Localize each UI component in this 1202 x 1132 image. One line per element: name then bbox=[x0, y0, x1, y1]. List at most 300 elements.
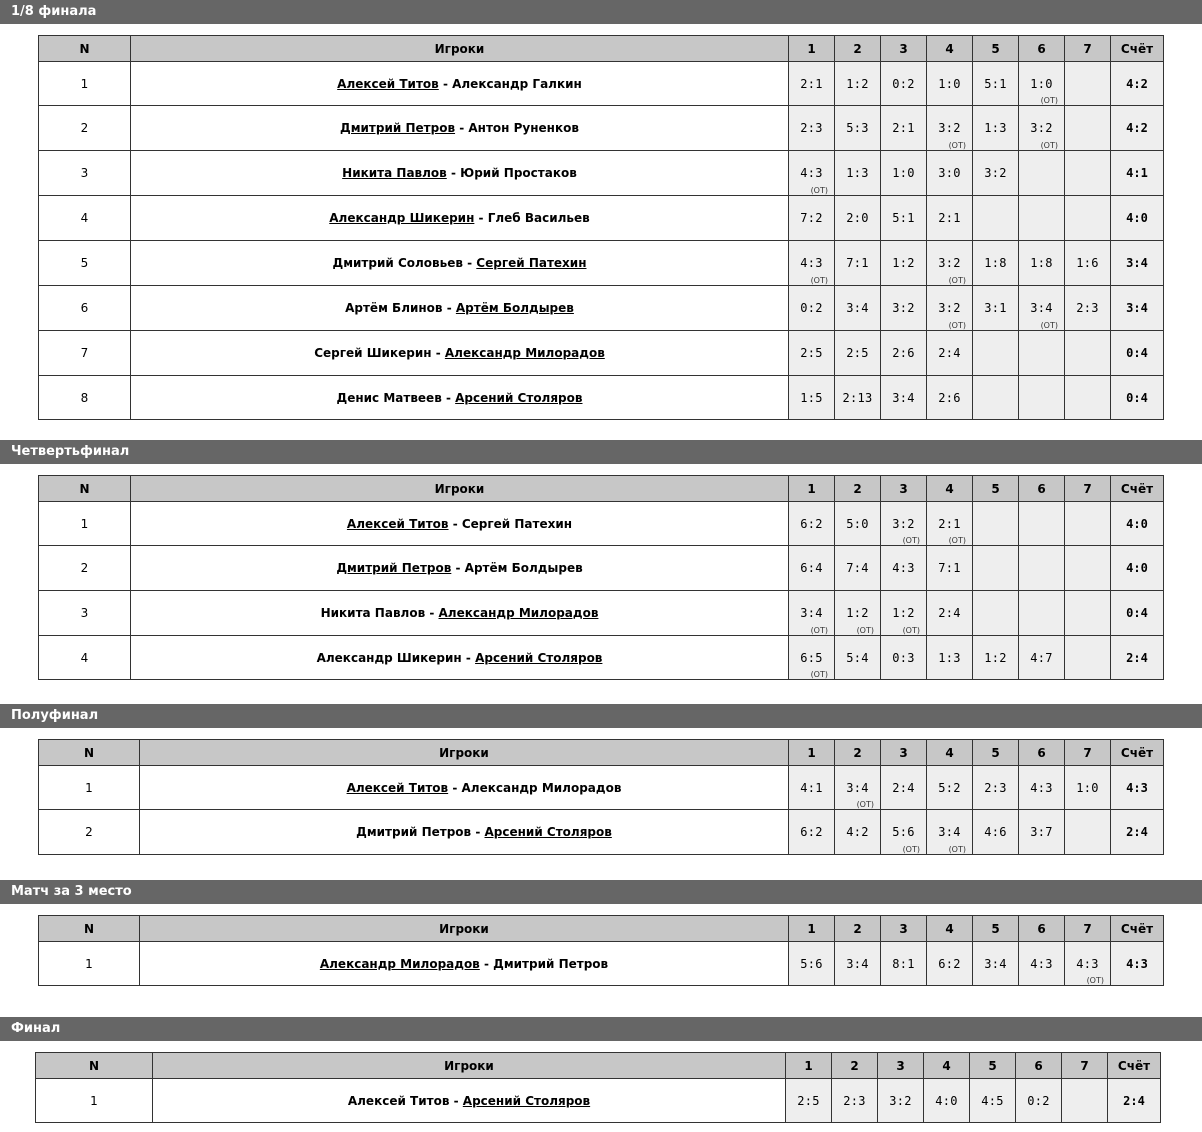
game-score-value: 3:0 bbox=[938, 166, 961, 180]
header-game-3: 3 bbox=[881, 476, 927, 502]
game-score-2 bbox=[835, 502, 881, 546]
match-players bbox=[131, 241, 789, 286]
game-score-3 bbox=[881, 151, 927, 196]
match-number: 3 bbox=[39, 151, 131, 196]
game-score-value: 3:4 bbox=[984, 956, 1007, 971]
game-score-value: 2:1 bbox=[938, 516, 961, 531]
player-1[interactable]: Дмитрий Соловьев bbox=[332, 256, 463, 270]
game-score-value: 2:3 bbox=[843, 1093, 866, 1108]
player-2[interactable]: Юрий Простаков bbox=[460, 166, 577, 180]
header-game-2: 2 bbox=[832, 1053, 878, 1079]
game-score-6 bbox=[1019, 331, 1065, 376]
player-2[interactable]: Дмитрий Петров bbox=[493, 956, 609, 971]
game-score-value: 5:0 bbox=[846, 516, 869, 531]
results-table bbox=[38, 475, 1164, 680]
match-number: 1 bbox=[39, 942, 140, 986]
game-score-1 bbox=[789, 546, 835, 591]
game-score-value: 2:3 bbox=[800, 121, 823, 135]
game-score-3 bbox=[881, 591, 927, 636]
game-score-value: 2:13 bbox=[842, 390, 873, 405]
game-score-value: 1:0 bbox=[938, 76, 961, 91]
game-score-7 bbox=[1065, 591, 1111, 636]
game-score-5 bbox=[973, 331, 1019, 376]
game-score-value: 1:6 bbox=[1076, 256, 1099, 270]
match-number: 7 bbox=[39, 331, 131, 376]
player-2[interactable]: Арсений Столяров bbox=[475, 650, 603, 665]
game-score-value: 3:2 bbox=[984, 166, 1007, 180]
game-score-6 bbox=[1019, 942, 1065, 986]
game-score-value: 3:2 bbox=[889, 1093, 912, 1108]
match-row bbox=[39, 766, 1164, 810]
header-players: Игроки bbox=[131, 476, 789, 502]
stage-title: Матч за 3 место bbox=[0, 880, 1202, 904]
game-score-value: 1:0 bbox=[1030, 76, 1053, 91]
header-game-4: 4 bbox=[927, 740, 973, 766]
player-1[interactable]: Алексей Титов bbox=[346, 516, 449, 531]
header-game-2: 2 bbox=[835, 916, 881, 942]
match-players bbox=[131, 331, 789, 376]
game-score-6 bbox=[1019, 376, 1065, 420]
game-score-value: 3:2 bbox=[892, 516, 915, 531]
table-header bbox=[39, 916, 1164, 942]
game-score-value: 6:4 bbox=[800, 561, 823, 575]
players-separator: - bbox=[479, 956, 494, 971]
game-score-value: 4:3 bbox=[1030, 956, 1053, 971]
player-1[interactable]: Александр Милорадов bbox=[319, 956, 480, 971]
game-score-value: 4:3 bbox=[892, 561, 915, 575]
player-1[interactable]: Алексей Титов bbox=[346, 780, 449, 795]
match-number: 1 bbox=[39, 766, 140, 810]
game-score-4 bbox=[927, 62, 973, 106]
player-2[interactable]: Антон Руненков bbox=[468, 121, 579, 135]
game-score-6 bbox=[1019, 196, 1065, 241]
game-score-5 bbox=[973, 591, 1019, 636]
game-score-2 bbox=[835, 331, 881, 376]
game-score-value: 3:4 bbox=[800, 606, 823, 620]
player-2[interactable]: Артём Болдырев bbox=[455, 301, 574, 315]
game-score-6 bbox=[1019, 151, 1065, 196]
game-score-5 bbox=[973, 546, 1019, 591]
game-score-value: 7:2 bbox=[800, 211, 823, 225]
header-players: Игроки bbox=[140, 740, 789, 766]
series-score: 4:1 bbox=[1111, 151, 1164, 196]
game-score-value: 0:2 bbox=[800, 301, 823, 315]
player-1[interactable]: Никита Павлов bbox=[320, 606, 426, 620]
header-players: Игроки bbox=[153, 1053, 786, 1079]
game-score-2 bbox=[835, 62, 881, 106]
game-score-2 bbox=[835, 810, 881, 855]
player-1[interactable]: Сергей Шикерин bbox=[314, 346, 432, 360]
header-game-5: 5 bbox=[973, 476, 1019, 502]
player-1[interactable]: Денис Матвеев bbox=[336, 390, 442, 405]
game-score-value: 4:6 bbox=[984, 825, 1007, 839]
match-row bbox=[39, 196, 1164, 241]
table-header bbox=[39, 476, 1164, 502]
game-score-value: 0:2 bbox=[1027, 1093, 1050, 1108]
game-score-value: 3:1 bbox=[984, 301, 1007, 315]
game-score-6 bbox=[1019, 502, 1065, 546]
match-row bbox=[36, 1079, 1161, 1123]
match-number: 2 bbox=[39, 546, 131, 591]
game-score-value: 5:4 bbox=[846, 650, 869, 665]
header-n: N bbox=[39, 476, 131, 502]
match-players bbox=[131, 106, 789, 151]
player-1[interactable]: Александр Шикерин bbox=[329, 211, 475, 225]
game-score-2 bbox=[835, 151, 881, 196]
results-table bbox=[35, 1052, 1161, 1123]
game-score-5 bbox=[973, 502, 1019, 546]
game-score-value: 1:8 bbox=[1030, 256, 1053, 270]
series-score: 2:4 bbox=[1111, 636, 1164, 680]
overtime-mark: (ОТ) bbox=[948, 321, 966, 330]
header-game-1: 1 bbox=[789, 916, 835, 942]
game-score-value: 2:6 bbox=[938, 390, 961, 405]
game-score-value: 4:3 bbox=[1076, 956, 1099, 971]
game-score-1 bbox=[789, 636, 835, 680]
game-score-7 bbox=[1065, 196, 1111, 241]
game-score-value: 6:2 bbox=[800, 516, 823, 531]
match-number: 2 bbox=[39, 810, 140, 855]
game-score-1 bbox=[789, 766, 835, 810]
match-players bbox=[131, 196, 789, 241]
match-players bbox=[131, 376, 789, 420]
game-score-1 bbox=[789, 286, 835, 331]
game-score-6 bbox=[1019, 546, 1065, 591]
overtime-mark: (ОТ) bbox=[1086, 976, 1104, 985]
player-1[interactable]: Алексей Титов bbox=[337, 76, 439, 91]
game-score-6 bbox=[1019, 62, 1065, 106]
overtime-mark: (ОТ) bbox=[948, 845, 966, 854]
game-score-1 bbox=[789, 591, 835, 636]
game-score-value: 1:3 bbox=[846, 166, 869, 180]
player-2[interactable]: Артём Болдырев bbox=[464, 561, 583, 575]
player-1[interactable]: Никита Павлов bbox=[342, 166, 447, 180]
game-score-7 bbox=[1065, 241, 1111, 286]
game-score-value: 4:5 bbox=[981, 1093, 1004, 1108]
match-number: 1 bbox=[39, 62, 131, 106]
game-score-1 bbox=[789, 502, 835, 546]
players-separator: - bbox=[442, 301, 456, 315]
overtime-mark: (ОТ) bbox=[1040, 141, 1058, 150]
game-score-7 bbox=[1065, 286, 1111, 331]
overtime-mark: (ОТ) bbox=[948, 536, 966, 545]
header-game-3: 3 bbox=[878, 1053, 924, 1079]
series-score: 3:4 bbox=[1111, 286, 1164, 331]
players-separator: - bbox=[448, 516, 462, 531]
player-2[interactable]: Александр Милорадов bbox=[438, 606, 599, 620]
header-game-5: 5 bbox=[970, 1053, 1016, 1079]
game-score-value: 4:3 bbox=[800, 166, 823, 180]
header-game-1: 1 bbox=[789, 476, 835, 502]
game-score-4 bbox=[927, 636, 973, 680]
game-score-7 bbox=[1065, 810, 1111, 855]
series-score: 0:4 bbox=[1111, 591, 1164, 636]
game-score-value: 5:3 bbox=[846, 121, 869, 135]
game-score-value: 4:3 bbox=[800, 256, 823, 270]
stage-title: Финал bbox=[0, 1017, 1202, 1041]
match-number: 4 bbox=[39, 196, 131, 241]
table-header bbox=[36, 1053, 1161, 1079]
match-row bbox=[39, 810, 1164, 855]
game-score-3 bbox=[881, 376, 927, 420]
game-score-4 bbox=[927, 942, 973, 986]
header-game-2: 2 bbox=[835, 476, 881, 502]
match-row bbox=[39, 62, 1164, 106]
header-score: Счёт bbox=[1111, 916, 1164, 942]
game-score-4 bbox=[927, 286, 973, 331]
game-score-value: 3:4 bbox=[938, 825, 961, 839]
game-score-1 bbox=[789, 196, 835, 241]
header-score: Счёт bbox=[1108, 1053, 1161, 1079]
player-2[interactable]: Сергей Патехин bbox=[476, 256, 587, 270]
header-game-6: 6 bbox=[1019, 740, 1065, 766]
match-number: 4 bbox=[39, 636, 131, 680]
game-score-7 bbox=[1065, 766, 1111, 810]
match-players bbox=[140, 810, 789, 855]
header-game-1: 1 bbox=[786, 1053, 832, 1079]
game-score-value: 1:3 bbox=[938, 650, 961, 665]
game-score-value: 2:1 bbox=[938, 211, 961, 225]
overtime-mark: (ОТ) bbox=[902, 536, 920, 545]
game-score-1 bbox=[789, 151, 835, 196]
game-score-6 bbox=[1019, 241, 1065, 286]
game-score-7 bbox=[1065, 942, 1111, 986]
game-score-4 bbox=[927, 810, 973, 855]
game-score-value: 2:3 bbox=[984, 780, 1007, 795]
player-2[interactable]: Глеб Васильев bbox=[487, 211, 590, 225]
series-score: 3:4 bbox=[1111, 241, 1164, 286]
players-separator: - bbox=[471, 825, 485, 839]
player-2[interactable]: Арсений Столяров bbox=[484, 825, 612, 839]
header-game-5: 5 bbox=[973, 916, 1019, 942]
game-score-4 bbox=[927, 241, 973, 286]
match-number: 2 bbox=[39, 106, 131, 151]
game-score-value: 2:3 bbox=[1076, 301, 1099, 315]
game-score-value: 1:5 bbox=[800, 390, 823, 405]
game-score-5 bbox=[973, 766, 1019, 810]
match-number: 1 bbox=[39, 502, 131, 546]
match-row bbox=[39, 151, 1164, 196]
match-players bbox=[140, 942, 789, 986]
overtime-mark: (ОТ) bbox=[1040, 321, 1058, 330]
match-number: 8 bbox=[39, 376, 131, 420]
game-score-value: 5:1 bbox=[892, 211, 915, 225]
player-2[interactable]: Арсений Столяров bbox=[462, 1093, 591, 1108]
match-players bbox=[131, 62, 789, 106]
game-score-3 bbox=[881, 636, 927, 680]
game-score-value: 1:2 bbox=[892, 606, 915, 620]
game-score-3 bbox=[881, 286, 927, 331]
game-score-value: 3:2 bbox=[938, 301, 961, 315]
overtime-mark: (ОТ) bbox=[1040, 96, 1058, 105]
game-score-value: 2:6 bbox=[892, 346, 915, 360]
header-game-4: 4 bbox=[927, 476, 973, 502]
game-score-2 bbox=[835, 286, 881, 331]
game-score-5 bbox=[973, 196, 1019, 241]
game-score-value: 3:4 bbox=[892, 390, 915, 405]
match-number: 3 bbox=[39, 591, 131, 636]
game-score-value: 0:3 bbox=[892, 650, 915, 665]
game-score-value: 5:6 bbox=[892, 825, 915, 839]
stage-title: Полуфинал bbox=[0, 704, 1202, 728]
game-score-3 bbox=[878, 1079, 924, 1123]
game-score-5 bbox=[973, 810, 1019, 855]
match-row bbox=[39, 591, 1164, 636]
game-score-1 bbox=[786, 1079, 832, 1123]
header-game-7: 7 bbox=[1065, 740, 1111, 766]
match-row bbox=[39, 286, 1164, 331]
header-game-5: 5 bbox=[973, 36, 1019, 62]
player-1[interactable]: Алексей Титов bbox=[347, 1093, 450, 1108]
header-game-7: 7 bbox=[1065, 36, 1111, 62]
game-score-3 bbox=[881, 942, 927, 986]
match-row bbox=[39, 331, 1164, 376]
player-1[interactable]: Дмитрий Петров bbox=[356, 825, 472, 839]
game-score-1 bbox=[789, 62, 835, 106]
game-score-4 bbox=[927, 591, 973, 636]
game-score-2 bbox=[835, 591, 881, 636]
game-score-2 bbox=[835, 376, 881, 420]
game-score-value: 6:2 bbox=[938, 956, 961, 971]
series-score: 4:2 bbox=[1111, 62, 1164, 106]
match-players bbox=[131, 546, 789, 591]
game-score-6 bbox=[1019, 106, 1065, 151]
players-separator: - bbox=[462, 256, 477, 270]
game-score-value: 1:2 bbox=[846, 606, 869, 620]
game-score-value: 3:7 bbox=[1030, 825, 1053, 839]
game-score-value: 1:3 bbox=[984, 121, 1007, 135]
header-n: N bbox=[39, 36, 131, 62]
game-score-5 bbox=[973, 151, 1019, 196]
overtime-mark: (ОТ) bbox=[810, 276, 828, 285]
player-2[interactable]: Сергей Патехин bbox=[461, 516, 573, 531]
header-game-5: 5 bbox=[973, 740, 1019, 766]
match-row bbox=[39, 546, 1164, 591]
players-separator: - bbox=[448, 780, 462, 795]
game-score-4 bbox=[927, 376, 973, 420]
game-score-value: 3:2 bbox=[892, 301, 915, 315]
game-score-value: 1:0 bbox=[1076, 780, 1099, 795]
game-score-1 bbox=[789, 106, 835, 151]
header-game-7: 7 bbox=[1065, 476, 1111, 502]
game-score-value: 3:4 bbox=[846, 301, 869, 315]
game-score-4 bbox=[927, 502, 973, 546]
header-game-3: 3 bbox=[881, 916, 927, 942]
game-score-6 bbox=[1016, 1079, 1062, 1123]
players-separator: - bbox=[474, 211, 488, 225]
game-score-value: 3:4 bbox=[846, 956, 869, 971]
game-score-value: 7:1 bbox=[846, 256, 869, 270]
match-row bbox=[39, 106, 1164, 151]
match-row bbox=[39, 376, 1164, 420]
header-game-1: 1 bbox=[789, 36, 835, 62]
header-score: Счёт bbox=[1111, 740, 1164, 766]
overtime-mark: (ОТ) bbox=[902, 845, 920, 854]
game-score-6 bbox=[1019, 766, 1065, 810]
player-1[interactable]: Дмитрий Петров bbox=[340, 121, 456, 135]
header-game-4: 4 bbox=[927, 36, 973, 62]
series-score: 4:2 bbox=[1111, 106, 1164, 151]
player-2[interactable]: Александр Милорадов bbox=[444, 346, 605, 360]
overtime-mark: (ОТ) bbox=[856, 626, 874, 635]
game-score-value: 7:1 bbox=[938, 561, 961, 575]
header-score: Счёт bbox=[1111, 476, 1164, 502]
match-number: 1 bbox=[36, 1079, 153, 1123]
game-score-7 bbox=[1062, 1079, 1108, 1123]
game-score-value: 2:4 bbox=[938, 346, 961, 360]
match-players bbox=[153, 1079, 786, 1123]
players-separator: - bbox=[446, 166, 461, 180]
game-score-6 bbox=[1019, 591, 1065, 636]
player-1[interactable]: Александр Шикерин bbox=[316, 650, 462, 665]
results-table bbox=[38, 35, 1164, 420]
header-game-6: 6 bbox=[1019, 476, 1065, 502]
game-score-value: 3:4 bbox=[1030, 301, 1053, 315]
header-game-7: 7 bbox=[1065, 916, 1111, 942]
game-score-value: 1:2 bbox=[892, 256, 915, 270]
game-score-2 bbox=[835, 766, 881, 810]
series-score: 2:4 bbox=[1108, 1079, 1161, 1123]
series-score: 4:0 bbox=[1111, 546, 1164, 591]
game-score-5 bbox=[973, 942, 1019, 986]
game-score-7 bbox=[1065, 106, 1111, 151]
player-2[interactable]: Арсений Столяров bbox=[455, 390, 583, 405]
player-2[interactable]: Александр Милорадов bbox=[461, 780, 622, 795]
game-score-7 bbox=[1065, 331, 1111, 376]
game-score-7 bbox=[1065, 376, 1111, 420]
game-score-1 bbox=[789, 942, 835, 986]
game-score-6 bbox=[1019, 636, 1065, 680]
game-score-5 bbox=[973, 241, 1019, 286]
game-score-value: 5:6 bbox=[800, 956, 823, 971]
game-score-value: 4:2 bbox=[846, 825, 869, 839]
game-score-value: 8:1 bbox=[892, 956, 915, 971]
match-row bbox=[39, 502, 1164, 546]
game-score-2 bbox=[835, 241, 881, 286]
game-score-4 bbox=[927, 106, 973, 151]
player-2[interactable]: Александр Галкин bbox=[452, 76, 582, 91]
player-1[interactable]: Артём Блинов bbox=[345, 301, 443, 315]
game-score-value: 3:4 bbox=[846, 780, 869, 795]
player-1[interactable]: Дмитрий Петров bbox=[336, 561, 452, 575]
game-score-value: 2:4 bbox=[938, 606, 961, 620]
game-score-3 bbox=[881, 241, 927, 286]
game-score-5 bbox=[973, 286, 1019, 331]
game-score-value: 4:3 bbox=[1030, 780, 1053, 795]
table-header bbox=[39, 740, 1164, 766]
header-game-3: 3 bbox=[881, 36, 927, 62]
game-score-value: 2:5 bbox=[800, 346, 823, 360]
series-score: 2:4 bbox=[1111, 810, 1164, 855]
game-score-1 bbox=[789, 810, 835, 855]
header-n: N bbox=[39, 740, 140, 766]
overtime-mark: (ОТ) bbox=[948, 141, 966, 150]
game-score-value: 2:0 bbox=[846, 211, 869, 225]
game-score-6 bbox=[1019, 286, 1065, 331]
header-game-2: 2 bbox=[835, 740, 881, 766]
game-score-value: 2:4 bbox=[892, 780, 915, 795]
game-score-4 bbox=[927, 331, 973, 376]
game-score-value: 3:2 bbox=[1030, 121, 1053, 135]
game-score-3 bbox=[881, 62, 927, 106]
game-score-value: 2:1 bbox=[800, 76, 823, 91]
players-separator: - bbox=[431, 346, 445, 360]
game-score-3 bbox=[881, 766, 927, 810]
game-score-7 bbox=[1065, 62, 1111, 106]
game-score-7 bbox=[1065, 502, 1111, 546]
match-players bbox=[131, 502, 789, 546]
game-score-value: 2:5 bbox=[797, 1093, 820, 1108]
